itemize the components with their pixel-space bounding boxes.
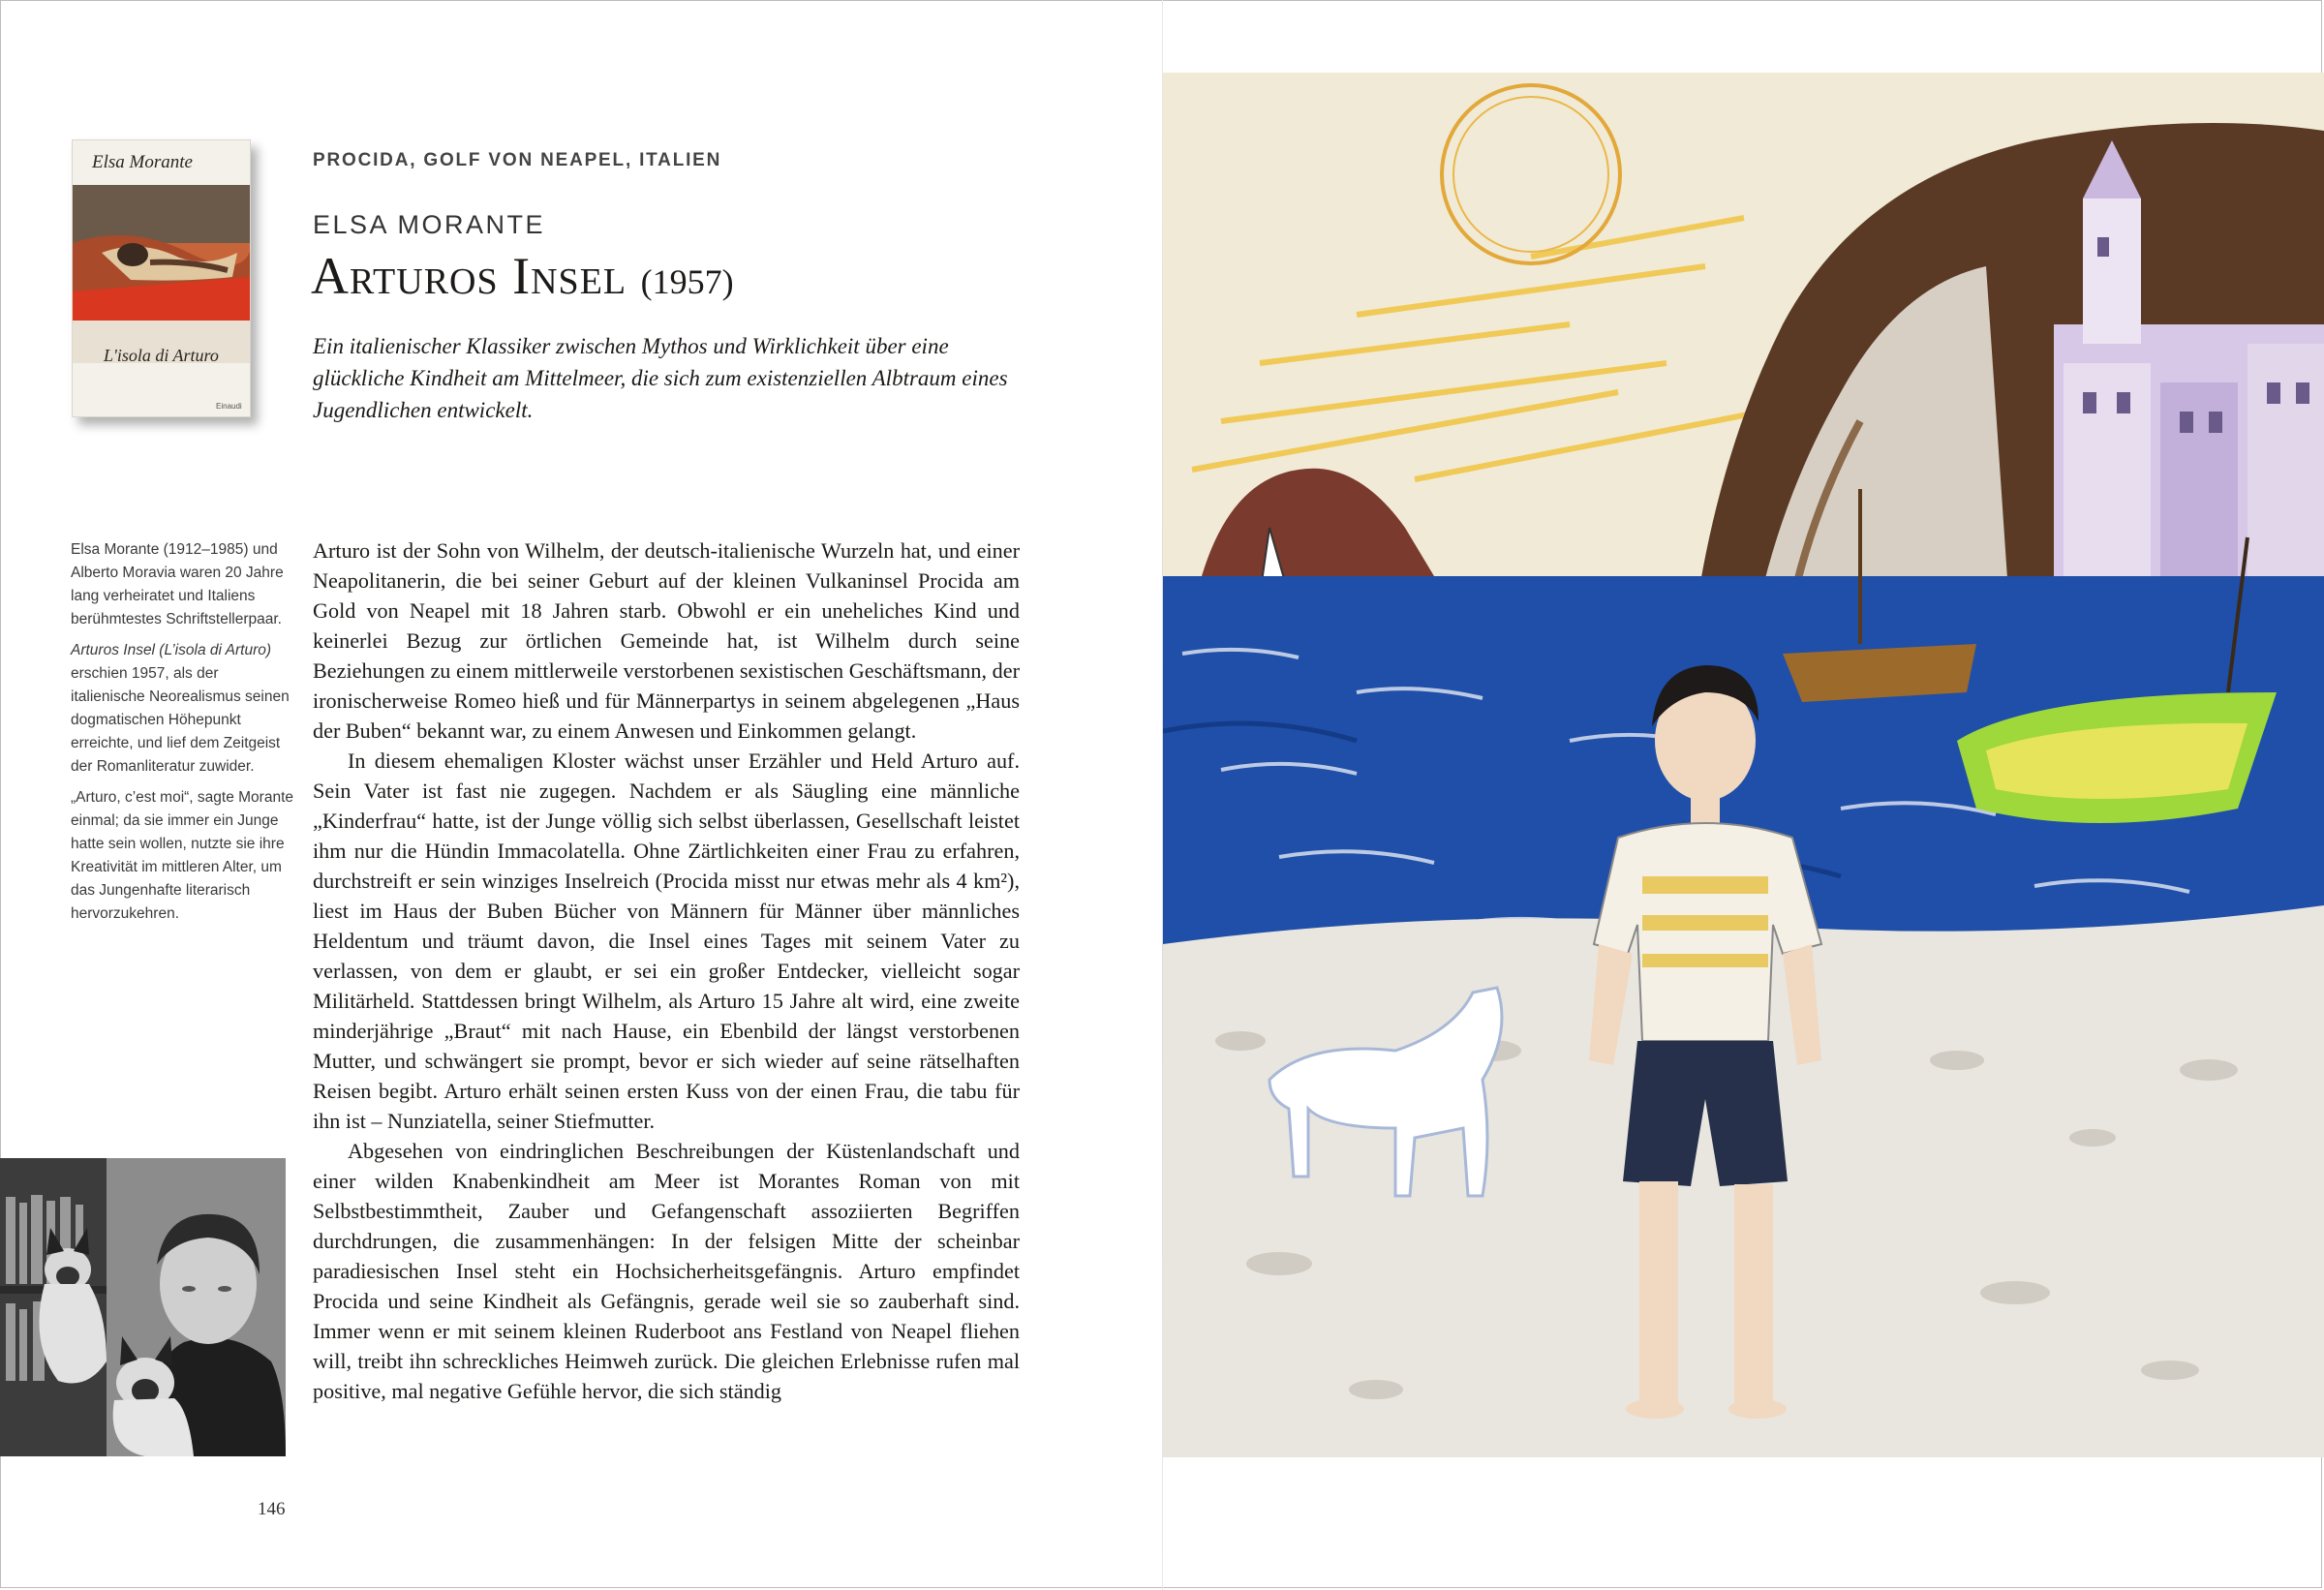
location-kicker: PROCIDA, GOLF VON NEAPEL, ITALIEN: [313, 150, 722, 170]
page-number: 146: [258, 1499, 286, 1519]
cover-painting: [73, 185, 251, 363]
body-paragraph: Abgesehen von eindringlichen Beschreibungen der Küstenlandschaft und einer wilden Knabenkindheit am Meer ist Morantes Roman von mit Selbstbestimmtheit, Zauber und Gefangenschaft assoziierten Begriffen durchdrungen, die zusammenhängen: In der felsigen Mitte der scheinbar paradiesischen Insel steht ein Hochsicherheitsgefängnis. Arturo empfindet Procida und seine Kindheit als Gefängnis, gerade weil sie so zauberhaft sind. Immer wenn er mit seinem kleinen Ruderboot ans Festland von Neapel fliehen will, treibt ihn schreckliches Heimweh zurück. Die gleichen Erlebnisse rufen mal positive, mal negative Gefühle hervor, die sich ständig: [313, 1139, 1020, 1403]
cover-title: L'isola di Arturo: [104, 346, 219, 365]
body-paragraph: Arturo ist der Sohn von Wilhelm, der deutsch-italienische Wurzeln hat, und einer Neapolitanerin, die bei seiner Geburt auf der kleinen Vulkaninsel Procida am Gold von Neapel mit 18 Jahren starb. Obwohl er ein uneheliches Kind und keinerlei Bezug zur örtlichen Gemeinde hat, ist Wilhelm durch seine Beziehungen zu einem mittlerweile verstorbenen sexistischen Geschäftsmann, der ironischerweise Romeo hieß und für Männerpartys in seinem abgelegenen „Haus der Buben“ bekannt war, zu einem Anwesen und Einkommen gelangt.: [313, 538, 1020, 743]
beach-illustration: [1163, 73, 2324, 1457]
book-cover: [72, 139, 251, 417]
author-portrait-photo: [0, 1158, 286, 1456]
body-paragraph: In diesem ehemaligen Kloster wächst unser Erzähler und Held Arturo auf. Sein Vater ist fast nie zugegen. Nachdem er als Säugling eine männliche „Kinderfrau“ hatte, ist der Junge völlig sich selbst überlassen, Gesellschaft leistet ihm nur die Hündin Immacolatella. Ohne Zärtlichkeiten einer Frau zu erfahren, durchstreift er sein winziges Inselreich (Procida misst nur etwas mehr als 4 km²), liest im Haus der Buben Bücher von Männern für Männer über männliches Heldentum und träumt davon, die Insel eines Tages mit seinem Vater zu verlassen, von dem er glaubt, er sei ein großer Entdecker, vielleicht sogar Militärheld. Stattdessen bringt Wilhelm, als Arturo 15 Jahre alt wird, eine zweite minderjährige „Braut“ mit nach Hause, ein Ebenbild der längst verstorbenen Mutter, und schwängert sie prompt, bevor er sich wieder auf seine rätselhaften Reisen begibt. Arturo erhält seinen ersten Kuss von der einen Frau, die tabu für ihn ist – Nunziatella, seiner Stiefmutter.: [313, 749, 1020, 1133]
sidebar-paragraph: „Arturo, c’est moi“, sagte Morante einmal; da sie immer ein Junge hatte sein wollen, nutzte sie ihre Kreativität im mittleren Alter, um das Jungenhafte literarisch hervorzukehren.: [71, 789, 293, 922]
cover-author: Elsa Morante: [92, 152, 193, 172]
book-year: (1957): [640, 262, 734, 301]
book-title: [311, 246, 734, 306]
sidebar-notes: [71, 538, 293, 933]
book-title-text: Arturos Insel: [311, 247, 627, 305]
author-name: ELSA MORANTE: [313, 210, 546, 239]
cover-publisher: Einaudi: [216, 402, 242, 411]
main-body-text: [313, 535, 1020, 1406]
sidebar-italic-title: Arturos Insel (L’isola di Arturo): [71, 642, 272, 658]
sidebar-paragraph: Arturos Insel (L’isola di Arturo) erschien 1957, als der italienische Neorealismus seinen dogmatischen Höhepunkt erreichte, und lief dem Zeitgeist der Romanliteratur zuwider.: [71, 642, 290, 775]
sidebar-paragraph: Elsa Morante (1912–1985) und Alberto Moravia waren 20 Jahre lang verheiratet und Italiens berühmtestes Schriftstellerpaar.: [71, 541, 284, 627]
lede: Ein italienischer Klassiker zwischen Mythos und Wirklichkeit über eine glückliche Kindheit am Mittelmeer, die sich zum existenziellen Albtraum eines Jugendlichen entwickelt.: [313, 334, 1008, 422]
